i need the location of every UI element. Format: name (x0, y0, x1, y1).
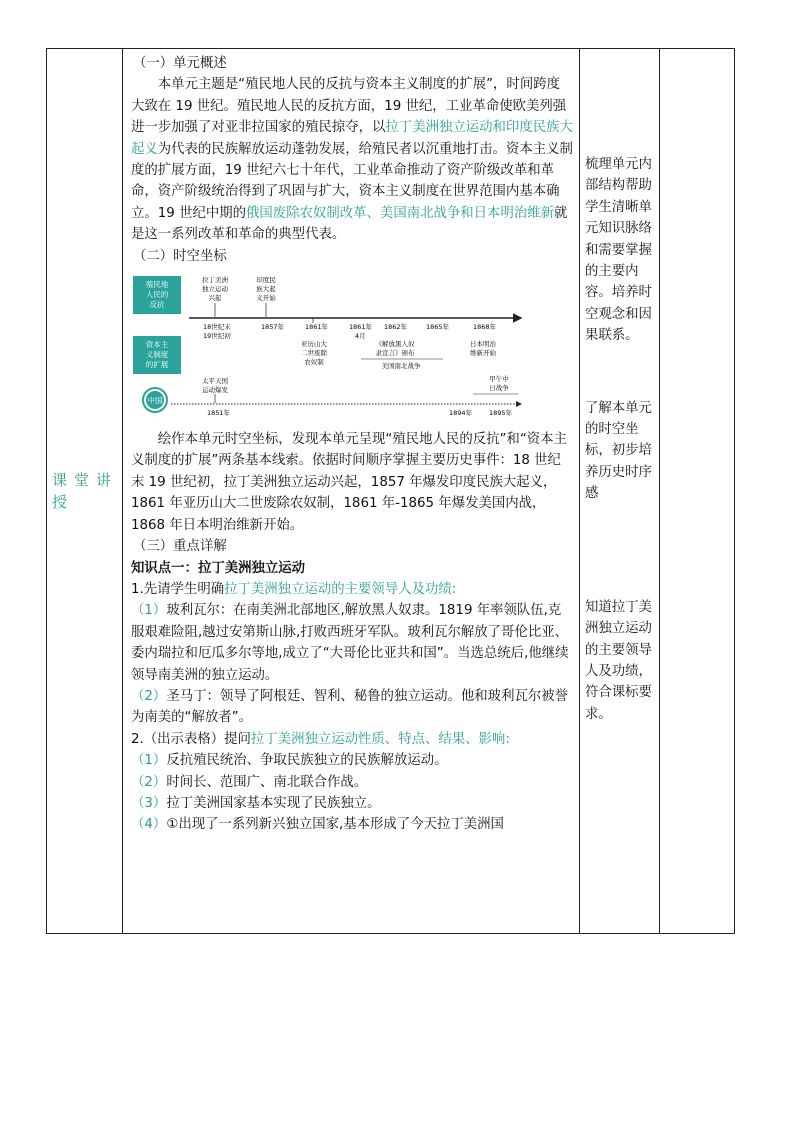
q2-a3-text: 拉丁美洲国家基本实现了民族独立。 (166, 795, 381, 811)
year-1819-1: 18世纪末 (203, 323, 231, 332)
box1-line3: 反抗 (149, 300, 165, 310)
ev-india-3: 义开始 (256, 294, 276, 303)
year-1865: 1865年 (426, 323, 450, 332)
box2-line3: 的扩展 (145, 360, 169, 370)
overview-heading: （一）单元概述 (133, 56, 227, 71)
q2-answer-2 (131, 772, 573, 793)
q2-answer-4 (131, 814, 573, 835)
notes-cell (580, 49, 660, 934)
empty-cell (660, 49, 735, 934)
q1-a2-num: （2） (131, 688, 167, 704)
q2-line (131, 729, 573, 750)
q2-a2-text: 时间长、范围广、南北联合作战。 (166, 774, 368, 790)
year-1861: 1861年 (305, 323, 329, 332)
q2-highlight: 拉丁美洲独立运动性质、特点、结果、影响: (250, 731, 510, 747)
month-april: 4月 (355, 332, 366, 341)
overview-text-3: 就是这一系列改革和革命的典型代表。 (131, 205, 568, 243)
q2-prefix: 2.（出示表格）提问 (131, 731, 251, 747)
q1-a1-text: 玻利瓦尔：在南美洲北部地区,解放黑人奴隶。1819 年率领队伍,克服艰难险阻,越过安第斯山脉,打败西班牙军队。玻利瓦尔解放了哥伦比亚、委内瑞拉和厄瓜多尔等地,成立了“大哥伦比亚共和国”。当选总统后,他继续领导南美洲的独立运动。 (131, 603, 569, 683)
overview-highlight-2: 俄国废除农奴制改革、美国南北战争和日本明治维新 (246, 205, 555, 221)
q2-answer-1 (131, 750, 573, 771)
ev-russia-1: 亚历山大 (301, 340, 327, 349)
note-2: 了解本单元的时空坐标，初步培养历史时序感 (585, 400, 652, 502)
q2-a2-num: （2） (131, 774, 167, 790)
ev-latam-3: 兴起 (208, 294, 222, 303)
ev-decl-1: 《解放黑人奴 (375, 340, 415, 349)
ev-sinojp-2: 日战争 (489, 384, 509, 393)
ev-taiping-2: 运动爆发 (202, 386, 228, 395)
box2-line2: 义制度 (145, 350, 169, 360)
q1-line (131, 579, 573, 600)
q2-a3-num: （3） (131, 795, 167, 811)
ev-meiji-2: 维新开始 (470, 349, 496, 358)
year-1862: 1862年 (384, 323, 408, 332)
q1-answer-1 (131, 600, 573, 686)
q2-a1-text: 反抗殖民统治、争取民族独立的民族解放运动。 (166, 753, 448, 769)
year-1895: 1895年 (489, 409, 513, 418)
china-label: 中国 (147, 396, 163, 406)
timeline-figure (133, 273, 533, 423)
q1-a1-num: （1） (131, 603, 167, 619)
row-label-cell (47, 49, 123, 934)
year-1868: 1868年 (473, 323, 497, 332)
q2-a4-num: （4） (131, 817, 167, 833)
lesson-table (46, 48, 735, 934)
detail-heading: （三）重点详解 (133, 539, 227, 555)
ev-latam-2: 独立运动 (202, 285, 228, 294)
year-1851: 1851年 (207, 409, 231, 418)
q2-answer-3 (131, 793, 573, 814)
main-content-cell (123, 49, 580, 934)
ev-india-1: 印度民 (256, 276, 276, 285)
year-1861b: 1861年 (349, 323, 373, 332)
q2-a1-num: （1） (131, 753, 167, 769)
overview-highlight-1: 拉丁美洲独立运动和印度民族大起义 (131, 120, 573, 157)
year-1857: 1857年 (261, 323, 285, 332)
q1-a2-text: 圣马丁：领导了阿根廷、智利、秘鲁的独立运动。他和玻利瓦尔被誉为南美的“解放者”。 (131, 688, 569, 726)
box1-line2: 人民的 (145, 290, 169, 300)
ev-taiping-1: 太平天国 (202, 377, 228, 386)
row-label: 课堂讲授 (52, 471, 119, 511)
ev-russia-2: 二世废除 (301, 349, 327, 358)
overview-text-1: 本单元主题是“殖民地人民的反抗与资本主义制度的扩展”，时间跨度大致在 19 世纪。殖民地人民的反抗方面，19 世纪，工业革命使欧美列强进一步加强了对亚非拉国家的殖民掠夺，以 (131, 77, 567, 136)
note-3: 知道拉丁美洲独立运动的主要领导人及功绩，符合课标要求。 (585, 599, 652, 722)
q1-prefix: 1.先请学生明确 (131, 581, 225, 597)
ev-india-2: 族大起 (256, 285, 276, 294)
box1-line1: 殖民地 (145, 280, 169, 290)
ev-meiji-1: 日本明治 (470, 340, 496, 349)
overview-text-2: 为代表的民族解放运动蓬勃发展，给殖民者以沉重地打击。资本主义制度的扩展方面，19 世纪六七十年代，工业革命推动了资产阶级改革和革命，资产阶级统治得到了巩固与扩大，资本主义制度在世界范围内基本确立。19 世纪中期的 (131, 141, 573, 221)
year-1819-2: 19世纪初 (203, 332, 231, 341)
box2-line1: 资本主 (145, 340, 169, 350)
ev-russia-3: 农奴制 (304, 358, 324, 367)
q2-a4-text: ①出现了一系列新兴独立国家,基本形成了今天拉丁美洲国 (166, 817, 504, 833)
year-1894: 1894年 (449, 409, 473, 418)
ev-decl-2: 隶宣言》颁布 (375, 349, 415, 358)
q1-answer-2 (131, 686, 573, 729)
timeline-heading: （二）时空坐标 (133, 248, 227, 264)
ev-sinojp-1: 甲午中 (489, 375, 509, 384)
note-1: 梳理单元内部结构帮助学生清晰单元知识脉络和需要掌握的主要内容。培养时空观念和因果联系。 (585, 157, 652, 344)
ev-latam-1: 拉丁美洲 (202, 276, 228, 285)
kp1-title: 知识点一：拉丁美洲独立运动 (131, 560, 306, 576)
timeline-paragraph: 绘作本单元时空坐标，发现本单元呈现“殖民地人民的反抗”和“资本主义制度的扩展”两条基本线索。依据时间顺序掌握主要历史事件：18 世纪末 19 世纪初，拉丁美洲独立运动兴起，1857 年爆发印度民族大起义，1861 年亚历山大二世废除农奴制，1861 年-1865 年爆发美国内战，1868 年日本明治维新开始。 (131, 432, 567, 533)
overview-paragraph (131, 74, 573, 245)
ev-civilwar: 美国南北战争 (381, 362, 421, 371)
q1-highlight: 拉丁美洲独立运动的主要领导人及功绩: (224, 581, 457, 597)
